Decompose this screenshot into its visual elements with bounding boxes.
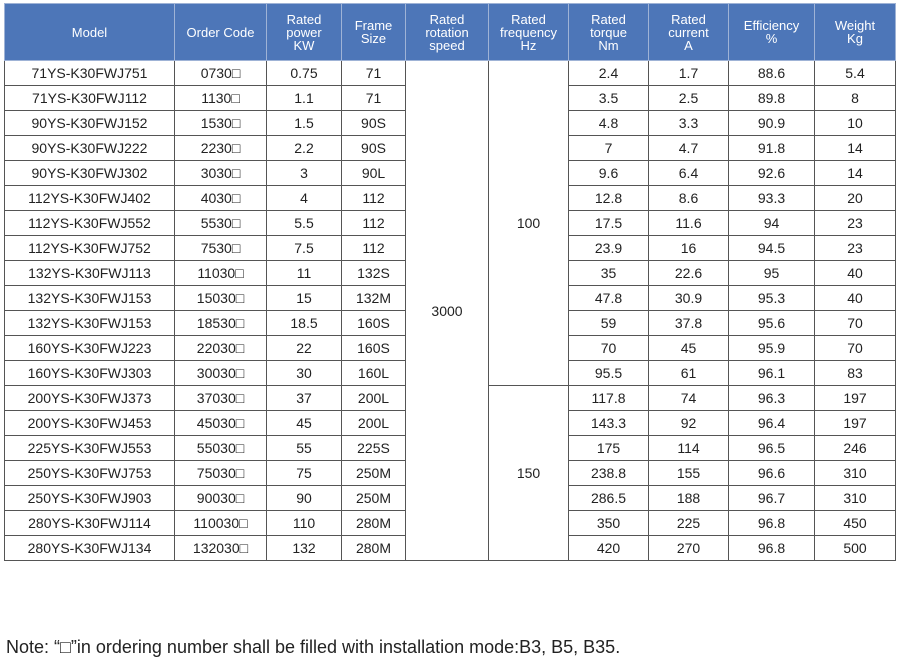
torque-cell: 95.5 xyxy=(569,361,649,386)
header-order-code-line: Order Code xyxy=(186,24,255,40)
table-body xyxy=(5,61,896,561)
model-cell: 90YS-K30FWJ222 xyxy=(5,136,175,161)
torque-cell: 143.3 xyxy=(569,411,649,436)
weight-cell: 197 xyxy=(815,411,896,436)
frame-size-cell: 160S xyxy=(342,336,406,361)
efficiency-cell: 96.5 xyxy=(729,436,815,461)
torque-cell: 23.9 xyxy=(569,236,649,261)
header-torque-line: Rated xyxy=(591,11,626,27)
motor-spec-table xyxy=(4,3,896,561)
weight-cell: 23 xyxy=(815,211,896,236)
header-frame-line: Frame xyxy=(354,18,393,33)
torque-cell: 2.4 xyxy=(569,61,649,86)
current-cell: 3.3 xyxy=(649,111,729,136)
frame-size-cell: 90S xyxy=(342,136,406,161)
order-code-cell: 45030□ xyxy=(175,411,267,436)
order-code-cell: 22030□ xyxy=(175,336,267,361)
order-code-cell: 110030□ xyxy=(175,511,267,536)
current-cell: 92 xyxy=(649,411,729,436)
power-cell: 55 xyxy=(267,436,342,461)
current-cell: 270 xyxy=(649,536,729,561)
frame-size-cell: 280M xyxy=(342,536,406,561)
header-order-code xyxy=(175,4,267,61)
frame-size-cell: 71 xyxy=(342,86,406,111)
header-torque xyxy=(569,4,649,61)
torque-cell: 35 xyxy=(569,261,649,286)
header-row xyxy=(5,4,896,61)
header-torque-line: Nm xyxy=(598,37,619,53)
efficiency-cell: 96.4 xyxy=(729,411,815,436)
frame-size-cell: 112 xyxy=(342,211,406,236)
current-cell: 1.7 xyxy=(649,61,729,86)
order-code-cell: 37030□ xyxy=(175,386,267,411)
torque-cell: 238.8 xyxy=(569,461,649,486)
model-cell: 112YS-K30FWJ752 xyxy=(5,236,175,261)
header-freq-line: frequency xyxy=(499,24,558,40)
frame-size-cell: 160S xyxy=(342,311,406,336)
header-model xyxy=(5,4,175,61)
header-torque-line: torque xyxy=(590,24,627,40)
torque-cell: 70 xyxy=(569,336,649,361)
power-cell: 132 xyxy=(267,536,342,561)
frame-size-cell: 160L xyxy=(342,361,406,386)
current-cell: 22.6 xyxy=(649,261,729,286)
header-power-line: power xyxy=(286,24,322,40)
order-code-cell: 75030□ xyxy=(175,461,267,486)
frame-size-cell: 132M xyxy=(342,286,406,311)
weight-cell: 8 xyxy=(815,86,896,111)
current-cell: 16 xyxy=(649,236,729,261)
current-cell: 6.4 xyxy=(649,161,729,186)
current-cell: 188 xyxy=(649,486,729,511)
weight-cell: 23 xyxy=(815,236,896,261)
torque-cell: 3.5 xyxy=(569,86,649,111)
torque-cell: 286.5 xyxy=(569,486,649,511)
model-cell: 90YS-K30FWJ152 xyxy=(5,111,175,136)
model-cell: 200YS-K30FWJ373 xyxy=(5,386,175,411)
power-cell: 4 xyxy=(267,186,342,211)
torque-cell: 350 xyxy=(569,511,649,536)
header-weight-line: Kg xyxy=(847,31,863,46)
efficiency-cell: 95.6 xyxy=(729,311,815,336)
header-power-line: KW xyxy=(293,37,315,53)
weight-cell: 14 xyxy=(815,136,896,161)
current-cell: 30.9 xyxy=(649,286,729,311)
frame-size-cell: 250M xyxy=(342,461,406,486)
efficiency-cell: 93.3 xyxy=(729,186,815,211)
torque-cell: 7 xyxy=(569,136,649,161)
power-cell: 0.75 xyxy=(267,61,342,86)
order-code-cell: 2230□ xyxy=(175,136,267,161)
frame-size-cell: 200L xyxy=(342,386,406,411)
frame-size-cell: 225S xyxy=(342,436,406,461)
efficiency-cell: 94 xyxy=(729,211,815,236)
frequency-cell: 150 xyxy=(489,386,569,561)
efficiency-cell: 95.9 xyxy=(729,336,815,361)
torque-cell: 17.5 xyxy=(569,211,649,236)
weight-cell: 10 xyxy=(815,111,896,136)
efficiency-cell: 90.9 xyxy=(729,111,815,136)
order-code-cell: 1530□ xyxy=(175,111,267,136)
power-cell: 1.1 xyxy=(267,86,342,111)
efficiency-cell: 91.8 xyxy=(729,136,815,161)
header-speed-line: rotation xyxy=(425,24,469,40)
frame-size-cell: 132S xyxy=(342,261,406,286)
current-cell: 2.5 xyxy=(649,86,729,111)
header-speed xyxy=(406,4,489,61)
power-cell: 11 xyxy=(267,261,342,286)
efficiency-cell: 96.1 xyxy=(729,361,815,386)
power-cell: 75 xyxy=(267,461,342,486)
order-code-cell: 11030□ xyxy=(175,261,267,286)
frequency-cell: 100 xyxy=(489,61,569,386)
header-current-line: A xyxy=(684,37,693,53)
power-cell: 5.5 xyxy=(267,211,342,236)
model-cell: 112YS-K30FWJ552 xyxy=(5,211,175,236)
power-cell: 7.5 xyxy=(267,236,342,261)
order-code-cell: 5530□ xyxy=(175,211,267,236)
power-cell: 37 xyxy=(267,386,342,411)
power-cell: 22 xyxy=(267,336,342,361)
torque-cell: 117.8 xyxy=(569,386,649,411)
efficiency-cell: 96.8 xyxy=(729,536,815,561)
frame-size-cell: 71 xyxy=(342,61,406,86)
order-code-cell: 4030□ xyxy=(175,186,267,211)
torque-cell: 420 xyxy=(569,536,649,561)
weight-cell: 70 xyxy=(815,336,896,361)
weight-cell: 450 xyxy=(815,511,896,536)
current-cell: 155 xyxy=(649,461,729,486)
power-cell: 18.5 xyxy=(267,311,342,336)
rotation-speed-cell: 3000 xyxy=(406,61,489,561)
efficiency-cell: 96.6 xyxy=(729,461,815,486)
header-speed-line: Rated xyxy=(429,11,465,27)
header-freq xyxy=(489,4,569,61)
footnote: Note: “□”in ordering number shall be filled with installation mode:B3, B5, B35. xyxy=(6,637,621,657)
spec-table-container xyxy=(4,3,895,561)
efficiency-cell: 89.8 xyxy=(729,86,815,111)
efficiency-cell: 95 xyxy=(729,261,815,286)
current-cell: 8.6 xyxy=(649,186,729,211)
current-cell: 225 xyxy=(649,511,729,536)
model-cell: 250YS-K30FWJ903 xyxy=(5,486,175,511)
header-efficiency-line: Efficiency xyxy=(743,18,800,33)
header-weight-line: Weight xyxy=(834,18,876,33)
order-code-cell: 3030□ xyxy=(175,161,267,186)
frame-size-cell: 280M xyxy=(342,511,406,536)
model-cell: 132YS-K30FWJ113 xyxy=(5,261,175,286)
weight-cell: 40 xyxy=(815,261,896,286)
table-row xyxy=(5,61,896,86)
efficiency-cell: 96.3 xyxy=(729,386,815,411)
order-code-cell: 7530□ xyxy=(175,236,267,261)
current-cell: 114 xyxy=(649,436,729,461)
current-cell: 11.6 xyxy=(649,211,729,236)
model-cell: 280YS-K30FWJ114 xyxy=(5,511,175,536)
weight-cell: 70 xyxy=(815,311,896,336)
efficiency-cell: 92.6 xyxy=(729,161,815,186)
weight-cell: 500 xyxy=(815,536,896,561)
current-cell: 45 xyxy=(649,336,729,361)
model-cell: 160YS-K30FWJ303 xyxy=(5,361,175,386)
weight-cell: 20 xyxy=(815,186,896,211)
model-cell: 132YS-K30FWJ153 xyxy=(5,286,175,311)
order-code-cell: 55030□ xyxy=(175,436,267,461)
torque-cell: 4.8 xyxy=(569,111,649,136)
torque-cell: 47.8 xyxy=(569,286,649,311)
model-cell: 112YS-K30FWJ402 xyxy=(5,186,175,211)
efficiency-cell: 96.8 xyxy=(729,511,815,536)
current-cell: 74 xyxy=(649,386,729,411)
header-frame xyxy=(342,4,406,61)
weight-cell: 246 xyxy=(815,436,896,461)
header-efficiency-line: % xyxy=(765,31,778,46)
power-cell: 1.5 xyxy=(267,111,342,136)
header-power-line: Rated xyxy=(286,11,322,27)
power-cell: 30 xyxy=(267,361,342,386)
order-code-cell: 0730□ xyxy=(175,61,267,86)
torque-cell: 9.6 xyxy=(569,161,649,186)
header-current-line: Rated xyxy=(671,11,706,27)
model-cell: 200YS-K30FWJ453 xyxy=(5,411,175,436)
current-cell: 37.8 xyxy=(649,311,729,336)
header-model-line: Model xyxy=(71,24,108,40)
frame-size-cell: 90S xyxy=(342,111,406,136)
header-weight xyxy=(815,4,896,61)
model-cell: 71YS-K30FWJ112 xyxy=(5,86,175,111)
current-cell: 61 xyxy=(649,361,729,386)
order-code-cell: 15030□ xyxy=(175,286,267,311)
efficiency-cell: 95.3 xyxy=(729,286,815,311)
order-code-cell: 132030□ xyxy=(175,536,267,561)
weight-cell: 310 xyxy=(815,486,896,511)
model-cell: 132YS-K30FWJ153 xyxy=(5,311,175,336)
weight-cell: 83 xyxy=(815,361,896,386)
header-power xyxy=(267,4,342,61)
efficiency-cell: 96.7 xyxy=(729,486,815,511)
model-cell: 90YS-K30FWJ302 xyxy=(5,161,175,186)
model-cell: 250YS-K30FWJ753 xyxy=(5,461,175,486)
header-frame-line: Size xyxy=(360,31,387,46)
frame-size-cell: 250M xyxy=(342,486,406,511)
order-code-cell: 30030□ xyxy=(175,361,267,386)
weight-cell: 5.4 xyxy=(815,61,896,86)
header-current xyxy=(649,4,729,61)
torque-cell: 59 xyxy=(569,311,649,336)
power-cell: 15 xyxy=(267,286,342,311)
power-cell: 90 xyxy=(267,486,342,511)
header-speed-line: speed xyxy=(429,37,465,53)
order-code-cell: 90030□ xyxy=(175,486,267,511)
model-cell: 280YS-K30FWJ134 xyxy=(5,536,175,561)
weight-cell: 197 xyxy=(815,386,896,411)
power-cell: 110 xyxy=(267,511,342,536)
frame-size-cell: 90L xyxy=(342,161,406,186)
model-cell: 160YS-K30FWJ223 xyxy=(5,336,175,361)
weight-cell: 40 xyxy=(815,286,896,311)
header-current-line: current xyxy=(668,24,709,40)
model-cell: 71YS-K30FWJ751 xyxy=(5,61,175,86)
efficiency-cell: 88.6 xyxy=(729,61,815,86)
efficiency-cell: 94.5 xyxy=(729,236,815,261)
header-efficiency xyxy=(729,4,815,61)
order-code-cell: 1130□ xyxy=(175,86,267,111)
frame-size-cell: 112 xyxy=(342,186,406,211)
torque-cell: 175 xyxy=(569,436,649,461)
frame-size-cell: 200L xyxy=(342,411,406,436)
order-code-cell: 18530□ xyxy=(175,311,267,336)
power-cell: 2.2 xyxy=(267,136,342,161)
header-freq-line: Rated xyxy=(511,11,546,27)
weight-cell: 310 xyxy=(815,461,896,486)
frame-size-cell: 112 xyxy=(342,236,406,261)
power-cell: 45 xyxy=(267,411,342,436)
torque-cell: 12.8 xyxy=(569,186,649,211)
current-cell: 4.7 xyxy=(649,136,729,161)
weight-cell: 14 xyxy=(815,161,896,186)
model-cell: 225YS-K30FWJ553 xyxy=(5,436,175,461)
header-freq-line: Hz xyxy=(520,37,537,53)
power-cell: 3 xyxy=(267,161,342,186)
